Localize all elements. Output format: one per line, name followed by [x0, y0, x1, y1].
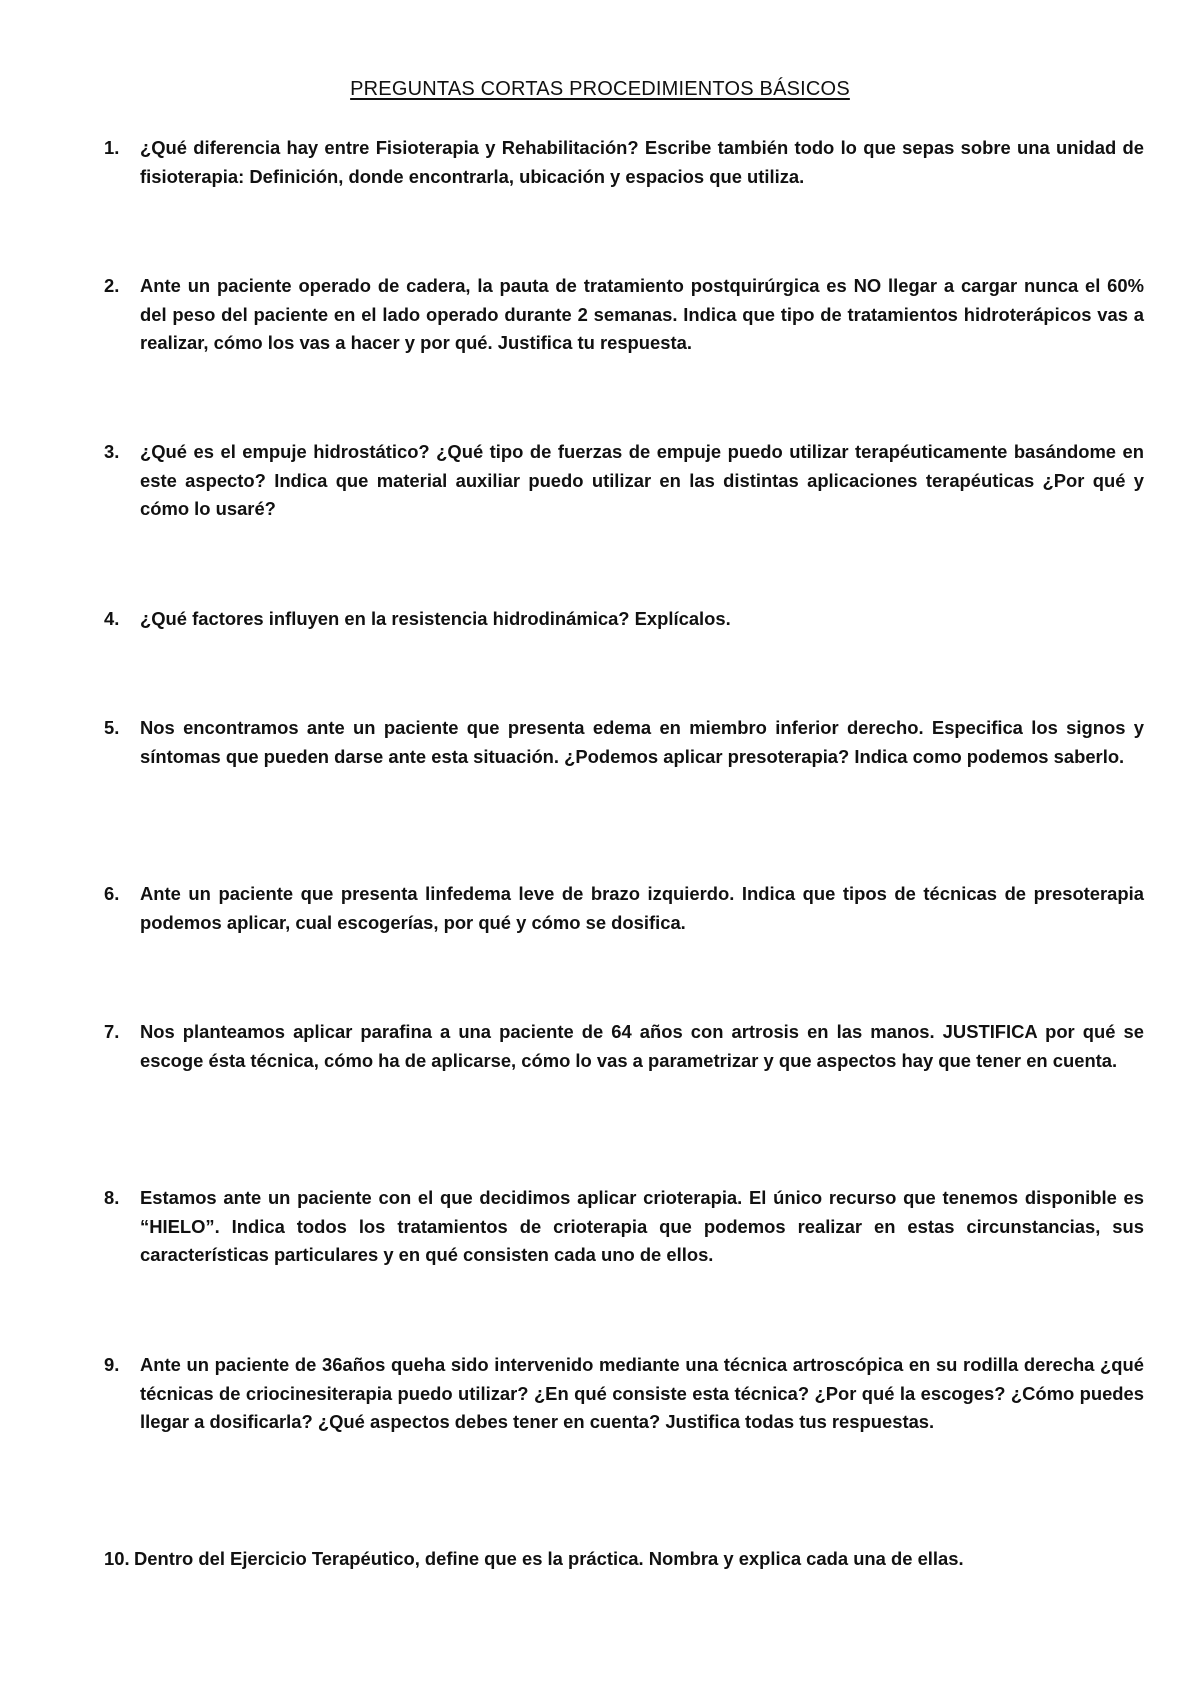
- question-text: Ante un paciente de 36años queha sido intervenido mediante una técnica artroscópica en su rodilla derecha ¿qué técnicas de criocinesiterapia puedo utilizar? ¿En qué consiste esta técnica? ¿Por qué la escoges? ¿Cómo puedes llegar a dosificarla? ¿Qué aspectos debes tener en cuenta? Justifica todas tus respuestas.: [140, 1354, 1144, 1432]
- question-number: 7.: [104, 1021, 120, 1042]
- question-number: 10.: [104, 1548, 130, 1569]
- question-item: [104, 134, 1144, 191]
- question-number: 3.: [104, 441, 120, 462]
- question-number: 4.: [104, 608, 120, 629]
- question-item: [104, 1184, 1144, 1270]
- question-text: Dentro del Ejercicio Terapéutico, define que es la práctica. Nombra y explica cada una de ellas.: [134, 1548, 964, 1569]
- question-number: 9.: [104, 1354, 120, 1375]
- question-item: [104, 880, 1144, 937]
- question-item: [104, 605, 1144, 634]
- question-item: [104, 1545, 1144, 1574]
- question-text: Nos encontramos ante un paciente que presenta edema en miembro inferior derecho. Especifica los signos y síntomas que pueden darse ante esta situación. ¿Podemos aplicar presoterapia? Indica como podemos saberlo.: [140, 717, 1144, 767]
- question-number: 6.: [104, 883, 120, 904]
- question-item: [104, 438, 1144, 524]
- question-item: [104, 272, 1144, 358]
- question-number: 2.: [104, 275, 120, 296]
- question-text: ¿Qué factores influyen en la resistencia hidrodinámica? Explícalos.: [140, 608, 731, 629]
- question-text: Estamos ante un paciente con el que decidimos aplicar crioterapia. El único recurso que tenemos disponible es “HIELO”. Indica todos los tratamientos de crioterapia que podemos realizar en estas circunstancias, sus características particulares y en qué consisten cada uno de ellos.: [140, 1187, 1144, 1265]
- question-text: Nos planteamos aplicar parafina a una paciente de 64 años con artrosis en las manos. JUSTIFICA por qué se escoge ésta técnica, cómo ha de aplicarse, cómo lo vas a parametrizar y que aspectos hay que tener en cuenta.: [140, 1021, 1144, 1071]
- question-number: 1.: [104, 137, 120, 158]
- question-number: 5.: [104, 717, 120, 738]
- question-text: Ante un paciente que presenta linfedema leve de brazo izquierdo. Indica que tipos de técnicas de presoterapia podemos aplicar, cual escogerías, por qué y cómo se dosifica.: [140, 883, 1144, 933]
- question-text: ¿Qué diferencia hay entre Fisioterapia y Rehabilitación? Escribe también todo lo que sepas sobre una unidad de fisioterapia: Definición, donde encontrarla, ubicación y espacios que utiliza.: [140, 137, 1144, 187]
- question-item: [104, 714, 1144, 771]
- question-item: [104, 1018, 1144, 1075]
- page-title: PREGUNTAS CORTAS PROCEDIMIENTOS BÁSICOS: [350, 78, 850, 100]
- question-text: Ante un paciente operado de cadera, la pauta de tratamiento postquirúrgica es NO llegar a cargar nunca el 60% del peso del paciente en el lado operado durante 2 semanas. Indica que tipo de tratamientos hidroterápicos vas a realizar, cómo los vas a hacer y por qué. Justifica tu respuesta.: [140, 275, 1144, 353]
- question-text: ¿Qué es el empuje hidrostático? ¿Qué tipo de fuerzas de empuje puedo utilizar terapéuticamente basándome en este aspecto? Indica que material auxiliar puedo utilizar en las distintas aplicaciones terapéuticas ¿Por qué y cómo lo usaré?: [140, 441, 1144, 519]
- question-item: [104, 1351, 1144, 1437]
- question-number: 8.: [104, 1187, 120, 1208]
